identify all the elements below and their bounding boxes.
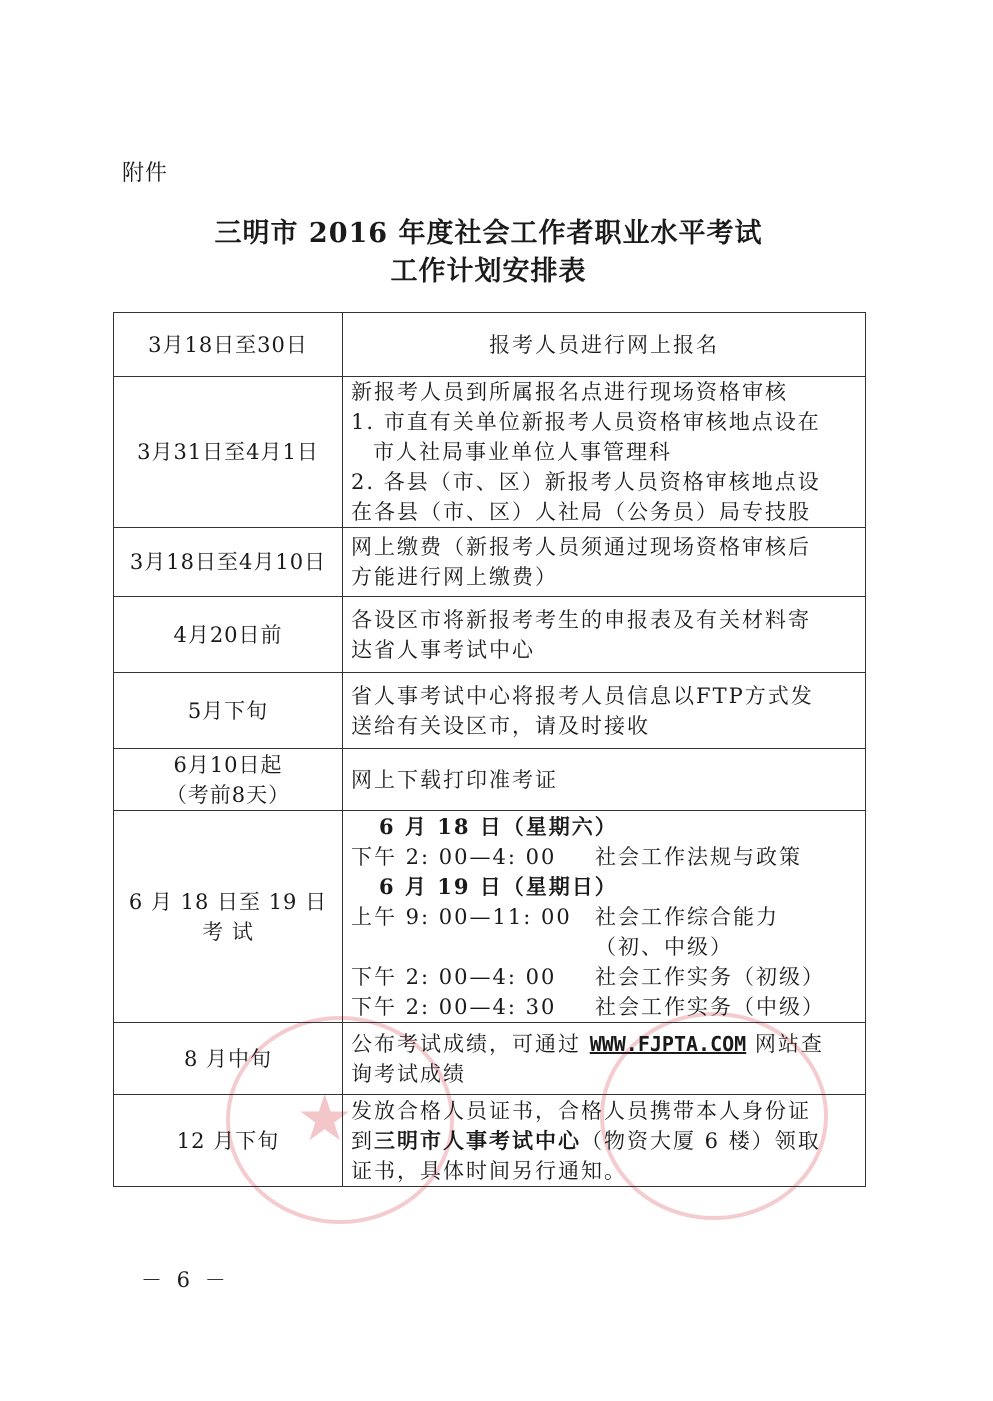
date-line: 考 试 bbox=[202, 919, 254, 944]
exam-time: 下午 2: 00—4: 30 bbox=[351, 994, 557, 1019]
exam-subject: 社会工作实务（中级） bbox=[595, 994, 825, 1019]
work-plan-table bbox=[113, 312, 866, 1187]
exam-session bbox=[351, 902, 857, 932]
exam-subject: 社会工作综合能力 bbox=[595, 904, 779, 929]
exam-subject-note: （初、中级） bbox=[595, 934, 733, 959]
desc-text: （物资大厦 6 楼）领取 bbox=[581, 1128, 821, 1153]
date-line: （考前8天） bbox=[165, 782, 291, 807]
exam-time: 上午 9: 00—11: 00 bbox=[351, 904, 572, 929]
exam-session bbox=[351, 962, 857, 992]
document-title-line1: 三明市 2016 年度社会工作者职业水平考试 bbox=[214, 218, 763, 249]
desc-line: 省人事考试中心将报考人员信息以FTP方式发 bbox=[351, 683, 814, 708]
date-line: 6 月 18 日至 19 日 bbox=[128, 889, 328, 914]
exam-center-name: 三明市人事考试中心 bbox=[374, 1127, 581, 1153]
desc-line: 证书，具体时间另行通知。 bbox=[351, 1158, 627, 1183]
desc-cell bbox=[343, 1095, 866, 1187]
date-cell: 3月31日至4月1日 bbox=[114, 377, 343, 528]
table-row bbox=[114, 377, 866, 528]
attachment-label: 附件 bbox=[122, 161, 169, 186]
seal-star-icon: ★ bbox=[296, 1082, 354, 1156]
desc-cell bbox=[343, 1023, 866, 1095]
document-title-line2: 工作计划安排表 bbox=[390, 256, 587, 287]
desc-line bbox=[351, 1126, 857, 1156]
date-cell: 3月18日至30日 bbox=[114, 313, 343, 377]
table-row bbox=[114, 811, 866, 1023]
table-row bbox=[114, 1023, 866, 1095]
date-cell: 8 月中旬 bbox=[114, 1023, 343, 1095]
exam-time: 下午 2: 00—4: 00 bbox=[351, 844, 557, 869]
desc-cell bbox=[343, 377, 866, 528]
desc-text: 公布考试成绩，可通过 bbox=[351, 1031, 590, 1056]
desc-line: 网上下载打印准考证 bbox=[351, 767, 558, 792]
table-row bbox=[114, 313, 866, 377]
date-cell: 3月18日至4月10日 bbox=[114, 528, 343, 597]
desc-cell bbox=[343, 528, 866, 597]
exam-time: 下午 2: 00—4: 00 bbox=[351, 964, 557, 989]
desc-cell bbox=[343, 673, 866, 749]
table-row bbox=[114, 528, 866, 597]
desc-line: 新报考人员到所属报名点进行现场资格审核 bbox=[351, 380, 788, 404]
desc-line: 询考试成绩 bbox=[351, 1061, 466, 1086]
desc-line: 发放合格人员证书，合格人员携带本人身份证 bbox=[351, 1098, 811, 1123]
table-row bbox=[114, 597, 866, 673]
desc-line: 送给有关设区市，请及时接收 bbox=[351, 713, 650, 738]
website-link[interactable]: WWW.FJPTA.COM bbox=[589, 1031, 747, 1056]
date-cell: 4月20日前 bbox=[114, 597, 343, 673]
desc-line: 在各县（市、区）人社局（公务员）局专技股 bbox=[351, 500, 811, 524]
desc-line: 各设区市将新报考考生的申报表及有关材料寄 bbox=[351, 607, 811, 632]
desc-line: 方能进行网上缴费） bbox=[351, 565, 558, 589]
desc-line: 2. 各县（市、区）新报考人员资格审核地点设 bbox=[351, 470, 821, 494]
table-row bbox=[114, 749, 866, 811]
date-line: 6月10日起 bbox=[173, 752, 283, 777]
date-cell bbox=[114, 749, 343, 811]
desc-cell bbox=[343, 749, 866, 811]
date-cell bbox=[114, 811, 343, 1023]
date-cell: 5月下旬 bbox=[114, 673, 343, 749]
table-row bbox=[114, 1095, 866, 1187]
desc-line: 网上缴费（新报考人员须通过现场资格审核后 bbox=[351, 535, 811, 559]
table-row bbox=[114, 673, 866, 749]
desc-cell bbox=[343, 313, 866, 377]
exam-session bbox=[351, 992, 857, 1022]
page-number: － 6 － bbox=[141, 1268, 230, 1292]
desc-line: 达省人事考试中心 bbox=[351, 637, 535, 662]
exam-schedule-cell bbox=[343, 811, 866, 1023]
desc-line: 报考人员进行网上报名 bbox=[489, 332, 719, 357]
desc-text: 网站查 bbox=[746, 1031, 824, 1056]
desc-line bbox=[351, 1029, 857, 1059]
desc-line: 市人社局事业单位人事管理科 bbox=[373, 440, 672, 464]
exam-day-heading: 6 月 18 日（星期六） bbox=[379, 813, 618, 839]
exam-subject: 社会工作法规与政策 bbox=[595, 844, 802, 869]
exam-day-heading: 6 月 19 日（星期日） bbox=[379, 873, 618, 899]
desc-cell bbox=[343, 597, 866, 673]
exam-subject: 社会工作实务（初级） bbox=[595, 964, 825, 989]
desc-line: 1. 市直有关单位新报考人员资格审核地点设在 bbox=[351, 410, 821, 434]
date-cell: 12 月下旬 bbox=[114, 1095, 343, 1187]
desc-text: 到 bbox=[351, 1128, 374, 1153]
exam-session bbox=[351, 842, 857, 872]
